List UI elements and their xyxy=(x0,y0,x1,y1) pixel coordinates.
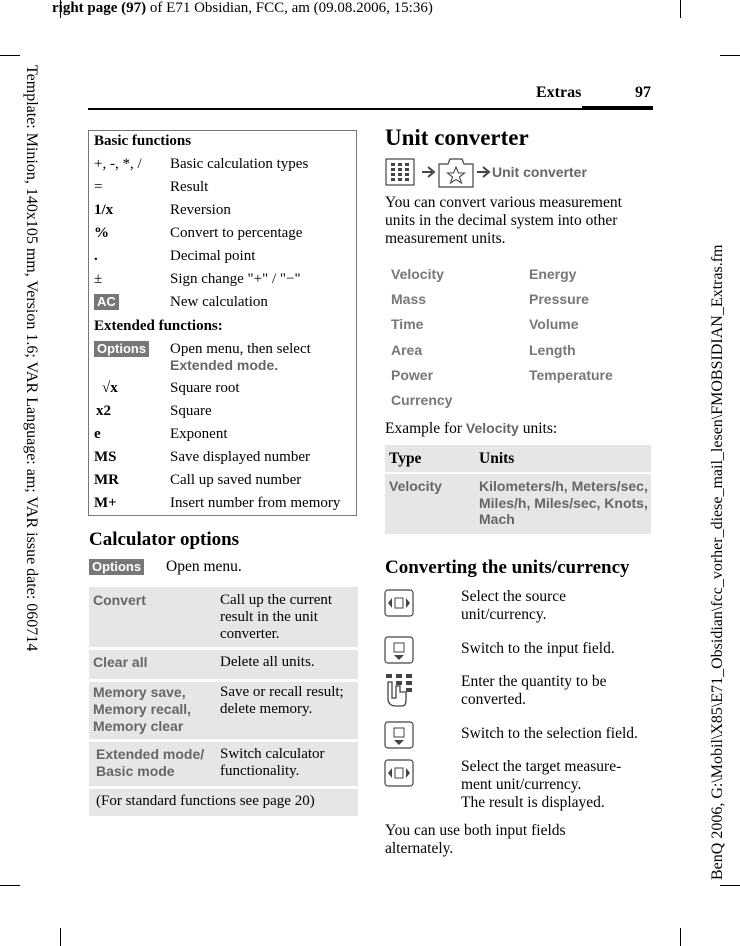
calculator-functions-table: Basic functions +, -, *, / Basic calculation types = Result 1/x Reversion % Convert to percentage . Decimal point ± Sign change "+" / "−" AC New calculation Extended functions: Options Open menu, then select Extended mode. √x Square root x2 Square e Exponent MS Save displayed number MR Call up saved number M+ Insert number from memory xyxy=(88,130,357,516)
table-header-units: Units xyxy=(479,450,515,467)
menu-path-label: Unit converter xyxy=(492,164,587,180)
file-path-vertical: BenQ 2006, G:\Mobil\X85\E71_Obsidian\fcc_vorher_diese_mail_lesen\FMOBSIDIAN_Extras.fm xyxy=(709,244,726,880)
navigate-left-right-icon xyxy=(384,589,414,617)
step-text: Switch to the selection field. xyxy=(461,725,638,742)
crop-mark xyxy=(720,55,740,56)
option-name: Memory save, Memory recall, Memory clear xyxy=(93,684,192,734)
navigate-left-right-icon xyxy=(384,759,414,787)
converting-heading: Converting the units/currency xyxy=(385,557,630,578)
table-title: Basic functions xyxy=(94,133,192,149)
option-desc: Delete all units. xyxy=(220,654,315,670)
crop-mark xyxy=(680,928,681,946)
crop-mark xyxy=(0,55,20,56)
closing-text: You can use both input fields alternately. xyxy=(385,822,566,857)
example-line: Example for Velocity units: xyxy=(385,420,558,437)
example-table-header xyxy=(385,445,651,472)
crop-mark xyxy=(680,0,681,18)
intro-text: You can convert various measurement units in the decimal system into other measurement units. xyxy=(385,194,622,247)
step-text: Switch to the input field. xyxy=(461,640,615,657)
step-text: Enter the quantity to be converted. xyxy=(461,673,607,708)
header-rule-thick xyxy=(582,106,653,109)
crop-mark xyxy=(720,885,740,886)
footnote: (For standard functions see page 20) xyxy=(96,793,315,809)
unit-converter-heading: Unit converter xyxy=(385,125,529,150)
extras-star-icon xyxy=(438,156,474,188)
page-number: 97 xyxy=(635,84,651,101)
table-cell-units: Kilometers/h, Meters/sec, Miles/h, Miles/sec, Knots, Mach xyxy=(479,478,648,527)
menu-grid-icon xyxy=(385,158,415,186)
option-name: Extended mode/ Basic mode xyxy=(96,746,205,779)
extended-title: Extended functions: xyxy=(94,318,223,334)
options-softkey-icon: Options xyxy=(94,341,149,357)
keypad-icon xyxy=(384,672,416,708)
navigate-down-icon xyxy=(384,636,414,664)
step-text: Select the source unit/currency. xyxy=(461,588,567,623)
template-info-vertical: Template: Minion, 140x105 mm, Version 1.6; VAR Language: am; VAR issue date: 060714 xyxy=(23,65,40,652)
step-text: Select the target measure- ment unit/currency. The result is displayed. xyxy=(461,758,622,811)
calculator-options-heading: Calculator options xyxy=(89,529,240,550)
table-cell-type: Velocity xyxy=(389,478,442,494)
crop-mark xyxy=(60,928,61,946)
option-name: Convert xyxy=(93,592,146,608)
print-info-line: right page (97) of E71 Obsidian, FCC, am (09.08.2006, 15:36) xyxy=(52,0,433,16)
table-header-type: Type xyxy=(389,450,422,467)
option-desc: Save or recall result; delete memory. xyxy=(220,684,344,717)
unit-list-right: Energy Pressure Volume Length Temperature xyxy=(529,266,613,383)
arrow-right-icon xyxy=(421,166,437,178)
header-rule xyxy=(88,108,653,110)
crop-mark xyxy=(0,885,20,886)
options-softkey-icon: Options xyxy=(89,559,144,575)
option-name: Clear all xyxy=(93,654,148,670)
ac-key-icon: AC xyxy=(94,294,119,310)
unit-list-left: Velocity Mass Time Area Power Currency xyxy=(391,266,453,409)
arrow-right-icon xyxy=(476,166,492,178)
option-desc: Switch calculator functionality. xyxy=(220,746,325,779)
section-title: Extras xyxy=(536,84,582,101)
option-desc: Call up the current result in the unit converter. xyxy=(220,592,333,642)
options-description: Open menu. xyxy=(166,558,242,575)
navigate-down-icon xyxy=(384,721,414,749)
